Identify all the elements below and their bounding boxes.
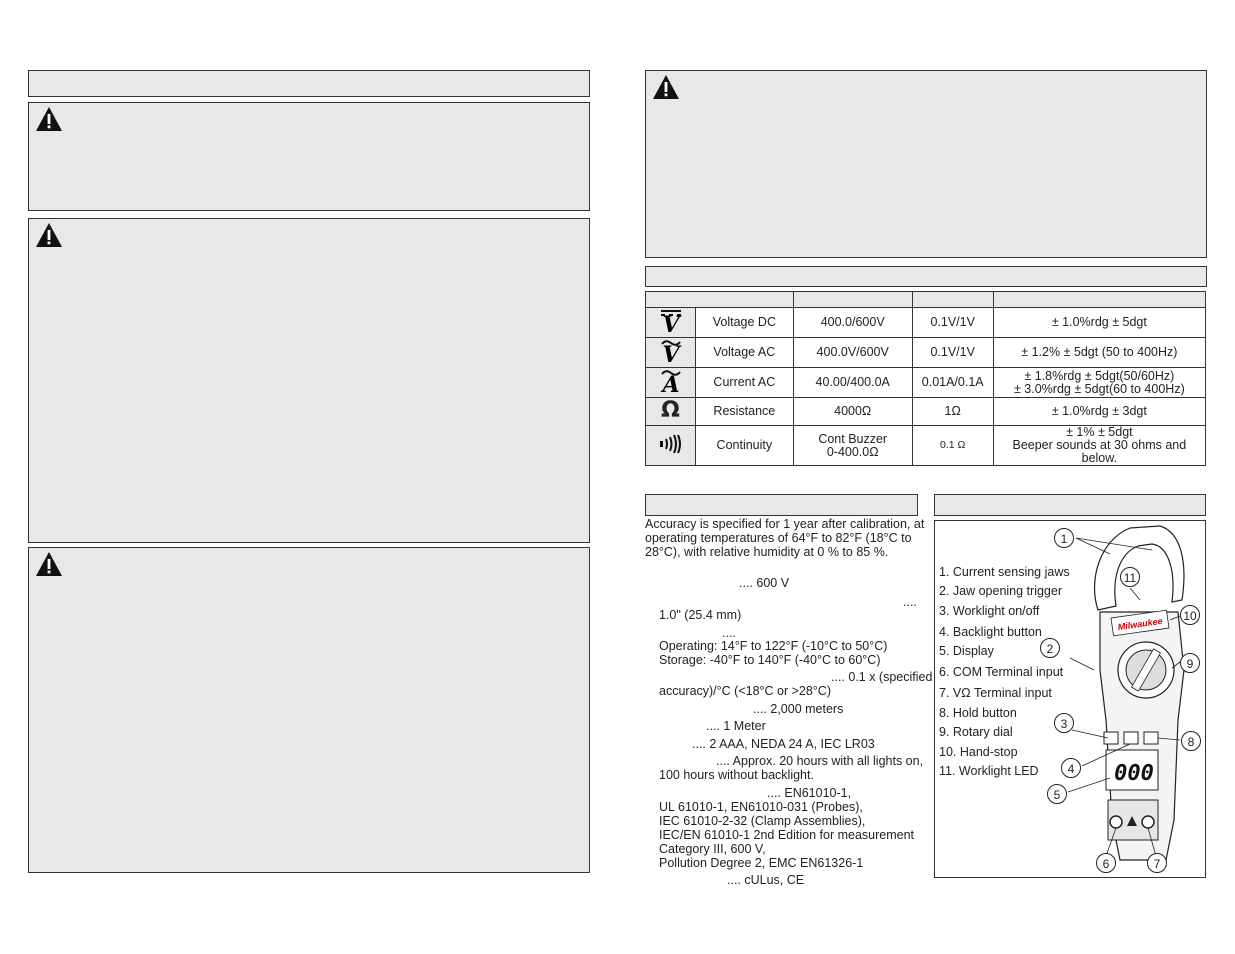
- left-section-header: [28, 70, 590, 97]
- legend-item: 7. VΩ Terminal input: [939, 686, 1052, 700]
- legend-item: 10. Hand-stop: [939, 745, 1018, 759]
- spec-line: UL 61010-1, EN61010-031 (Probes),: [659, 800, 863, 814]
- svg-text:V: V: [661, 312, 680, 334]
- accuracy-cell: ± 1.0%rdg ± 3dgt: [993, 398, 1205, 426]
- callout-7: 7: [1147, 853, 1167, 873]
- continuity-icon: [646, 426, 696, 466]
- range-cell: Cont Buzzer 0-400.0Ω: [793, 426, 912, 466]
- header-accuracy: [993, 292, 1205, 308]
- callout-5: 5: [1047, 784, 1067, 804]
- table-header-row: [646, 292, 1206, 308]
- function-cell: Current AC: [696, 368, 794, 398]
- spec-line: 28°C), with relative humidity at 0 % to 85 %.: [645, 545, 889, 559]
- functional-description-header: [934, 494, 1206, 516]
- legend-item: 6. COM Terminal input: [939, 665, 1064, 679]
- svg-text:Milwaukee: Milwaukee: [1117, 615, 1164, 633]
- accuracy-cell: ± 1% ± 5dgt Beeper sounds at 30 ohms and below.: [993, 426, 1205, 466]
- callout-11: 11: [1120, 567, 1140, 587]
- table-row: [646, 398, 1206, 426]
- warning-icon: [652, 74, 680, 100]
- callout-4: 4: [1061, 758, 1081, 778]
- resolution-cell: 0.1 Ω: [912, 426, 993, 466]
- legend-item: 1. Current sensing jaws: [939, 565, 1070, 579]
- warning-box-1: [28, 102, 590, 211]
- legend-item: 5. Display: [939, 644, 994, 658]
- resolution-cell: 0.01A/0.1A: [912, 368, 993, 398]
- legend-item: 8. Hold button: [939, 706, 1017, 720]
- spec-line: .... cULus, CE: [727, 873, 805, 887]
- warning-box-4: [645, 70, 1207, 258]
- header-resolution: [912, 292, 993, 308]
- accuracy-cell: ± 1.2% ± 5dgt (50 to 400Hz): [993, 338, 1205, 368]
- callout-2: 2: [1040, 638, 1060, 658]
- range-cell: 4000Ω: [793, 398, 912, 426]
- warning-box-2: [28, 218, 590, 543]
- spec-table: [645, 291, 1206, 466]
- voltage-dc-icon: [646, 308, 696, 338]
- warning-box-3: [28, 547, 590, 873]
- legend-item: 11. Worklight LED: [939, 764, 1039, 778]
- callout-6: 6: [1096, 853, 1116, 873]
- function-cell: Continuity: [696, 426, 794, 466]
- header-range: [793, 292, 912, 308]
- legend-item: 4. Backlight button: [939, 625, 1042, 639]
- legend-item: 9. Rotary dial: [939, 725, 1013, 739]
- voltage-ac-icon: [646, 338, 696, 368]
- spec-line: 1.0" (25.4 mm): [659, 608, 742, 622]
- spec-table-header: [645, 266, 1207, 287]
- spec-line: ....: [903, 595, 917, 609]
- spec-line: Operating: 14°F to 122°F (-10°C to 50°C): [659, 639, 888, 653]
- resolution-cell: 1Ω: [912, 398, 993, 426]
- spec-line: 100 hours without backlight.: [659, 768, 814, 782]
- current-ac-icon: [646, 368, 696, 398]
- warning-icon: [35, 106, 63, 132]
- accuracy-cell: ± 1.0%rdg ± 5dgt: [993, 308, 1205, 338]
- function-cell: Voltage AC: [696, 338, 794, 368]
- range-cell: 400.0V/600V: [793, 338, 912, 368]
- table-row: [646, 426, 1206, 466]
- callout-10: 10: [1180, 605, 1200, 625]
- table-row: [646, 338, 1206, 368]
- header-function: [646, 292, 794, 308]
- spec-line: .... Approx. 20 hours with all lights on,: [716, 754, 924, 768]
- spec-line: .... EN61010-1,: [767, 786, 852, 800]
- resolution-cell: 0.1V/1V: [912, 308, 993, 338]
- spec-line: ....: [722, 626, 736, 640]
- spec-line: .... 2,000 meters: [753, 702, 844, 716]
- callout-8: 8: [1181, 731, 1201, 751]
- resolution-cell: 0.1V/1V: [912, 338, 993, 368]
- callout-9: 9: [1180, 653, 1200, 673]
- spec-line: .... 1 Meter: [706, 719, 766, 733]
- specifications-header: [645, 494, 918, 516]
- legend-item: 2. Jaw opening trigger: [939, 584, 1062, 598]
- spec-line: accuracy)/°C (<18°C or >28°C): [659, 684, 831, 698]
- function-cell: Voltage DC: [696, 308, 794, 338]
- spec-line: IEC 61010-2-32 (Clamp Assemblies),: [659, 814, 866, 828]
- spec-line: Category III, 600 V,: [659, 842, 766, 856]
- range-cell: 40.00/400.0A: [793, 368, 912, 398]
- spec-line: .... 600 V: [739, 576, 790, 590]
- spec-line: .... 0.1 x (specified: [831, 670, 933, 684]
- callout-3: 3: [1054, 713, 1074, 733]
- svg-text:000: 000: [1114, 761, 1154, 786]
- spec-line: Storage: -40°F to 140°F (-40°C to 60°C): [659, 653, 881, 667]
- callout-1: 1: [1054, 528, 1074, 548]
- svg-text:V: V: [661, 342, 680, 364]
- spec-line: .... 2 AAA, NEDA 24 A, IEC LR03: [692, 737, 875, 751]
- spec-line: Accuracy is specified for 1 year after calibration, at: [645, 517, 925, 531]
- spec-line: operating temperatures of 64°F to 82°F (18°C to: [645, 531, 912, 545]
- table-row: [646, 368, 1206, 398]
- accuracy-cell: ± 1.8%rdg ± 5dgt(50/60Hz) ± 3.0%rdg ± 5dgt(60 to 400Hz): [993, 368, 1205, 398]
- svg-text:A: A: [661, 372, 680, 394]
- resistance-icon: Ω: [646, 398, 696, 426]
- warning-icon: [35, 551, 63, 577]
- range-cell: 400.0/600V: [793, 308, 912, 338]
- warning-icon: [35, 222, 63, 248]
- legend-item: 3. Worklight on/off: [939, 604, 1040, 618]
- spec-line: Pollution Degree 2, EMC EN61326-1: [659, 856, 864, 870]
- table-row: [646, 308, 1206, 338]
- function-cell: Resistance: [696, 398, 794, 426]
- spec-line: IEC/EN 61010-1 2nd Edition for measurement: [659, 828, 914, 842]
